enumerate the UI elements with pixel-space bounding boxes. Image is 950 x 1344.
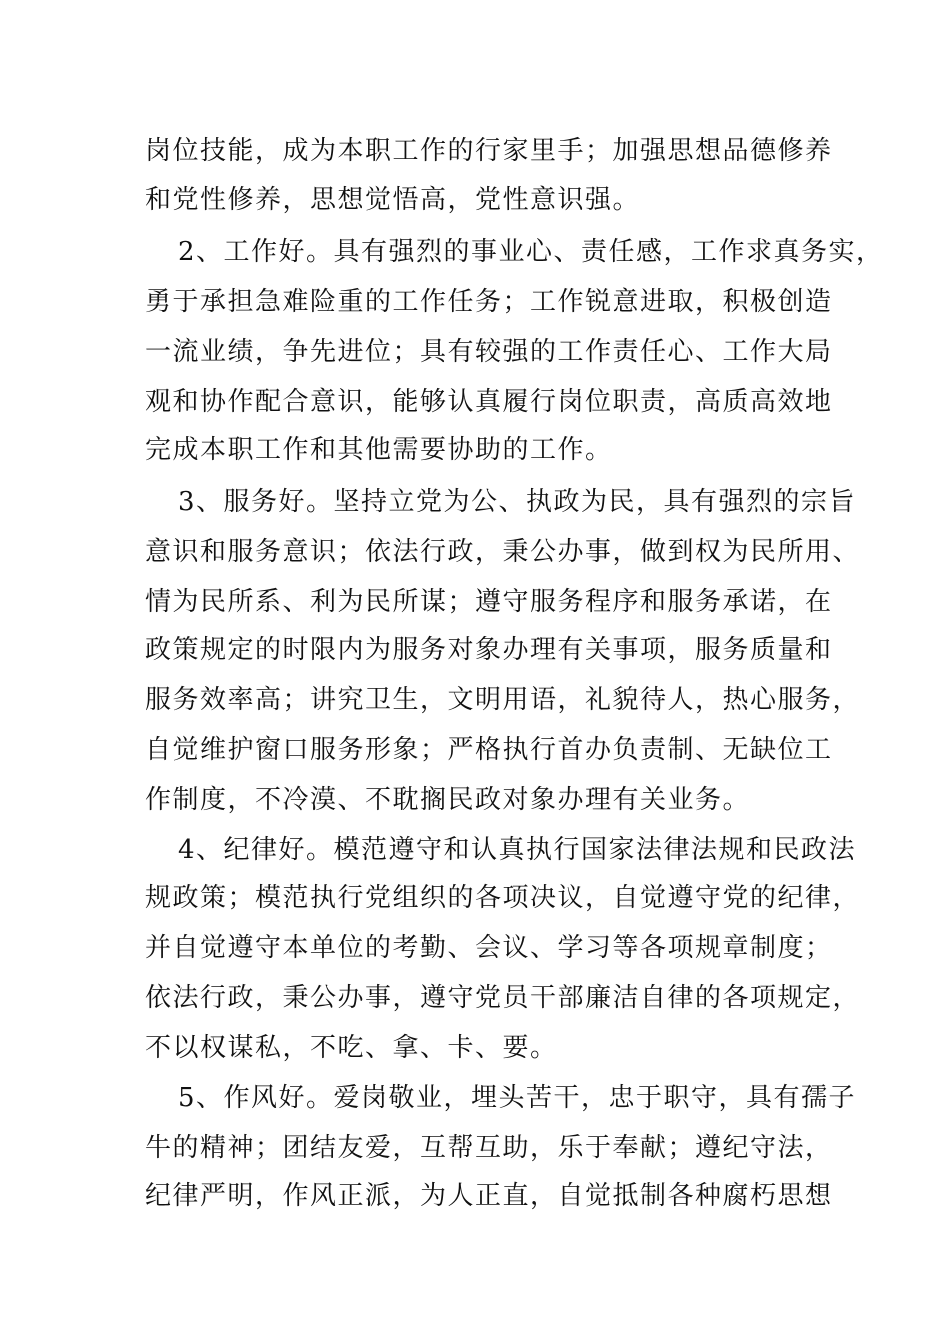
text-line-5: 一流业绩，争先进位；具有较强的工作责任心、工作大局 — [145, 337, 833, 367]
text-line-1: 岗位技能，成为本职工作的行家里手；加强思想品德修养 — [145, 136, 833, 166]
text-line-22: 纪律严明，作风正派，为人正直，自觉抵制各种腐朽思想 — [145, 1181, 833, 1211]
text-line-11: 政策规定的时限内为服务对象办理有关事项，服务质量和 — [145, 635, 833, 665]
text-line-17: 并自觉遵守本单位的考勤、会议、学习等各项规章制度； — [145, 933, 833, 963]
text-line-19: 不以权谋私，不吃、拿、卡、要。 — [145, 1033, 558, 1063]
text-line-10: 情为民所系、利为民所谋；遵守服务程序和服务承诺，在 — [145, 587, 833, 617]
text-line-7: 完成本职工作和其他需要协助的工作。 — [145, 435, 613, 465]
item-5-heading-line: 5、作风好。爱岗敬业，埋头苦干，忠于职守，具有孺子 — [178, 1083, 857, 1113]
text-line-2: 和党性修养，思想觉悟高，党性意识强。 — [145, 185, 641, 215]
text-line-16: 规政策；模范执行党组织的各项决议，自觉遵守党的纪律， — [145, 883, 861, 913]
text-line-6: 观和协作配合意识，能够认真履行岗位职责，高质高效地 — [145, 387, 833, 417]
item-4-heading-line: 4、纪律好。模范遵守和认真执行国家法律法规和民政法 — [178, 835, 857, 865]
text-line-12: 服务效率高；讲究卫生，文明用语，礼貌待人，热心服务， — [145, 685, 861, 715]
text-line-13: 自觉维护窗口服务形象；严格执行首办负责制、无缺位工 — [145, 735, 833, 765]
text-line-21: 牛的精神；团结友爱，互帮互助，乐于奉献；遵纪守法， — [145, 1133, 833, 1163]
text-line-9: 意识和服务意识；依法行政，秉公办事，做到权为民所用、 — [145, 537, 861, 567]
text-line-14: 作制度，不冷漠、不耽搁民政对象办理有关业务。 — [145, 785, 751, 815]
text-line-18: 依法行政，秉公办事，遵守党员干部廉洁自律的各项规定， — [145, 983, 861, 1013]
text-line-4: 勇于承担急难险重的工作任务；工作锐意进取，积极创造 — [145, 287, 833, 317]
item-3-heading-line: 3、服务好。坚持立党为公、执政为民，具有强烈的宗旨 — [178, 487, 857, 517]
item-2-heading-line: 2、工作好。具有强烈的事业心、责任感，工作求真务实， — [178, 237, 884, 267]
